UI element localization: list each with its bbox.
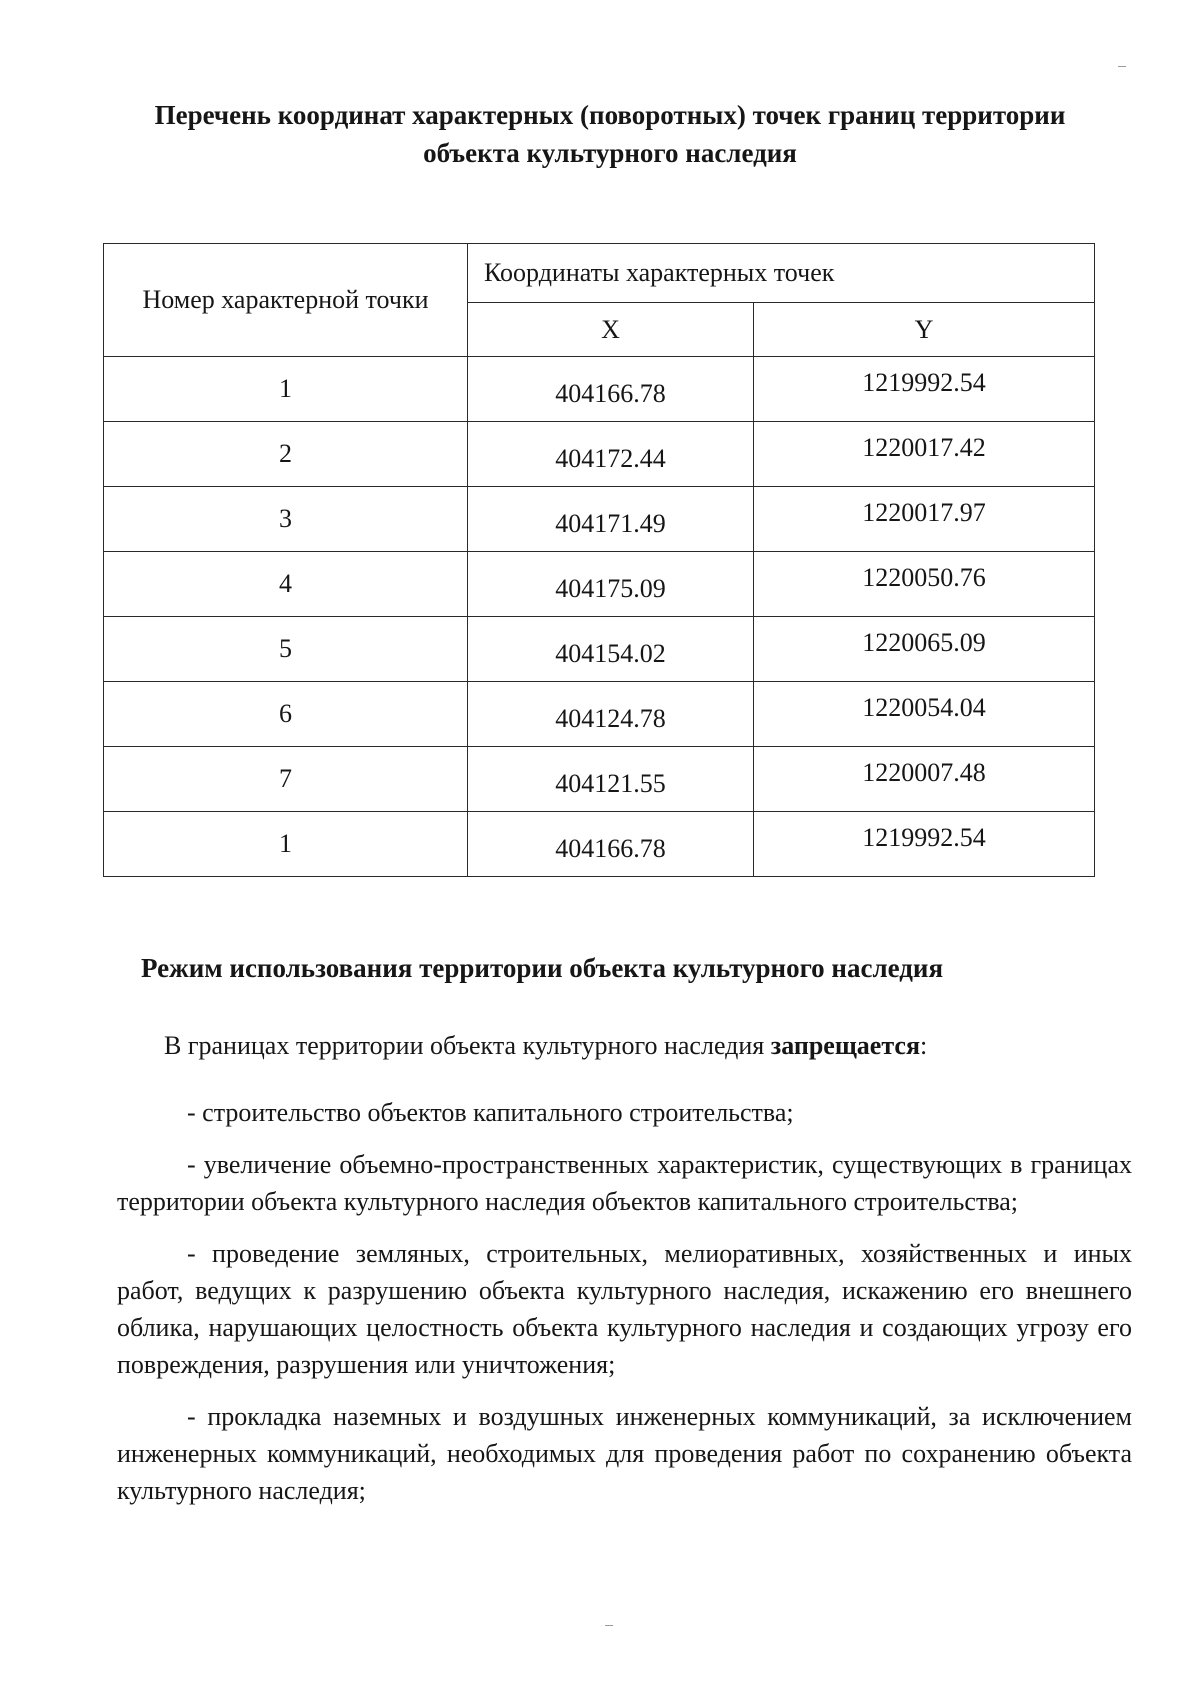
table-row bbox=[104, 812, 1095, 877]
cell-point-number: 4 bbox=[104, 552, 468, 617]
cell-point-number: 3 bbox=[104, 487, 468, 552]
list-item: - строительство объектов капитального строительства; bbox=[187, 1098, 794, 1127]
prohibition-list bbox=[117, 1094, 1132, 1524]
cell-y: 1220007.48 bbox=[754, 747, 1095, 812]
intro-text: В границах территории объекта культурного наследия bbox=[164, 1031, 771, 1060]
table-row bbox=[104, 422, 1095, 487]
cell-point-number: 2 bbox=[104, 422, 468, 487]
cell-x: 404154.02 bbox=[468, 617, 754, 682]
cell-x: 404121.55 bbox=[468, 747, 754, 812]
cell-y: 1220065.09 bbox=[754, 617, 1095, 682]
table-header-row bbox=[104, 244, 1095, 303]
table-row bbox=[104, 747, 1095, 812]
cell-x: 404166.78 bbox=[468, 357, 754, 422]
table-row bbox=[104, 617, 1095, 682]
header-y: Y bbox=[754, 303, 1095, 357]
header-point-number: Номер характерной точки bbox=[104, 244, 468, 357]
cell-point-number: 7 bbox=[104, 747, 468, 812]
list-item: - проведение земляных, строительных, мелиоративных, хозяйственных и иных работ, ведущих к разрушению объекта культурного наследия, искажению его внешнего облика, нарушающих целостность объекта культурного наследия и создающих угрозу его повреждения, разрушения или уничтожения; bbox=[117, 1239, 1132, 1379]
coordinates-table bbox=[103, 243, 1095, 877]
cell-y: 1219992.54 bbox=[754, 812, 1095, 877]
intro-bold: запрещается bbox=[770, 1031, 921, 1060]
list-item: - прокладка наземных и воздушных инженерных коммуникаций, за исключением инженерных коммуникаций, необходимых для проведения работ по сохранению объекта культурного наследия; bbox=[117, 1402, 1132, 1505]
table-row bbox=[104, 682, 1095, 747]
regime-intro bbox=[164, 1028, 927, 1064]
cell-y: 1220050.76 bbox=[754, 552, 1095, 617]
regime-title: Режим использования территории объекта культурного наследия bbox=[141, 953, 944, 983]
cell-x: 404175.09 bbox=[468, 552, 754, 617]
table-row bbox=[104, 552, 1095, 617]
cell-y: 1220017.97 bbox=[754, 487, 1095, 552]
scan-speck bbox=[605, 1625, 613, 1626]
header-coordinates: Координаты характерных точек bbox=[468, 244, 1095, 303]
cell-point-number: 1 bbox=[104, 812, 468, 877]
cell-point-number: 5 bbox=[104, 617, 468, 682]
cell-y: 1219992.54 bbox=[754, 357, 1095, 422]
cell-x: 404171.49 bbox=[468, 487, 754, 552]
cell-point-number: 1 bbox=[104, 357, 468, 422]
list-item: - увеличение объемно-пространственных характеристик, существующих в границах территории объекта культурного наследия объектов капитального строительства; bbox=[117, 1150, 1132, 1216]
intro-colon: : bbox=[920, 1031, 928, 1060]
cell-x: 404166.78 bbox=[468, 812, 754, 877]
cell-x: 404172.44 bbox=[468, 422, 754, 487]
cell-point-number: 6 bbox=[104, 682, 468, 747]
cell-y: 1220017.42 bbox=[754, 422, 1095, 487]
document-title: Перечень координат характерных (поворотных) точек границ территории объекта культурного наследия bbox=[154, 100, 1066, 168]
cell-y: 1220054.04 bbox=[754, 682, 1095, 747]
header-x: X bbox=[468, 303, 754, 357]
table-row bbox=[104, 487, 1095, 552]
table-row bbox=[104, 357, 1095, 422]
scan-speck bbox=[1118, 66, 1126, 67]
cell-x: 404124.78 bbox=[468, 682, 754, 747]
